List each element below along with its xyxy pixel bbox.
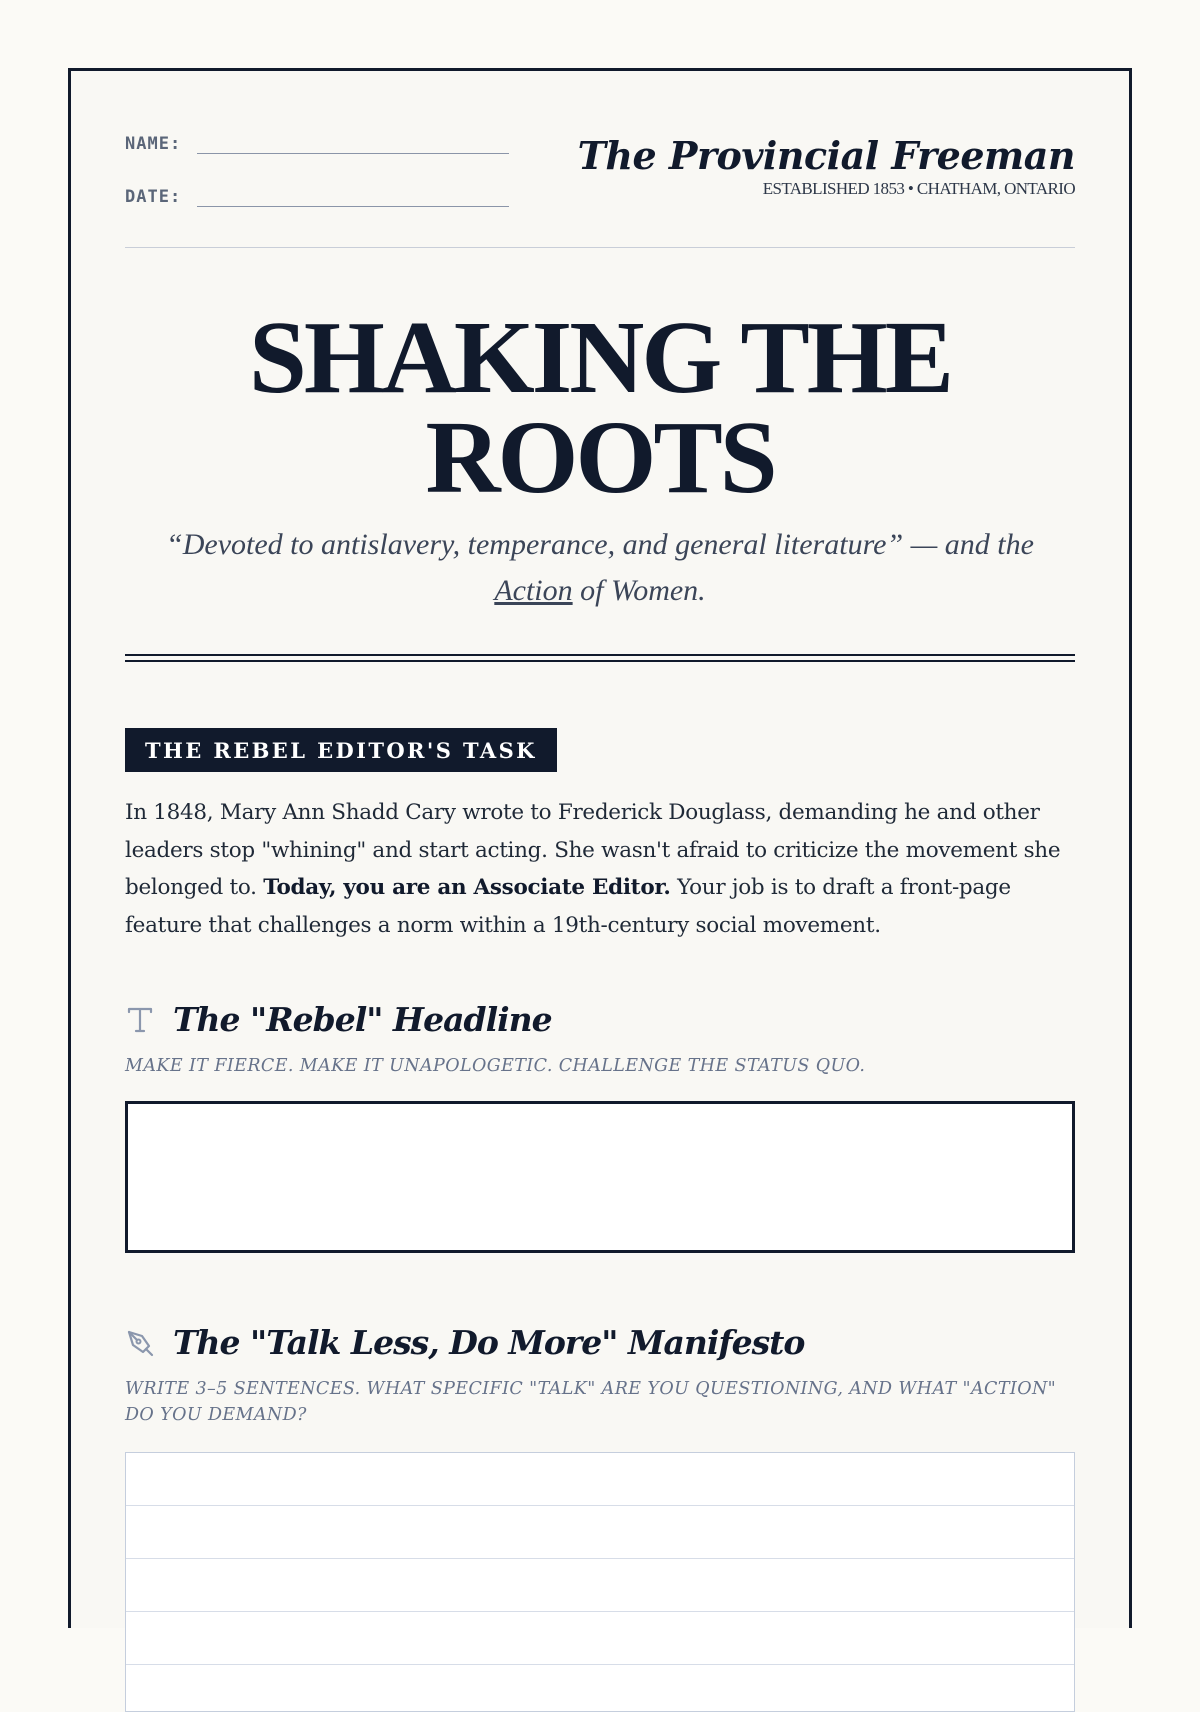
headline-prompt-title: The "Rebel" Headline — [173, 1000, 552, 1039]
page-title — [125, 300, 1075, 515]
headline-prompt — [125, 1000, 1075, 1253]
pen-nib-icon — [125, 1328, 155, 1358]
name-field — [125, 131, 509, 154]
name-input-line[interactable] — [197, 131, 509, 154]
headline-prompt-heading — [125, 1000, 1075, 1039]
masthead — [578, 135, 1075, 199]
date-input-line[interactable] — [197, 184, 509, 207]
manifesto-prompt-hint: WRITE 3–5 SENTENCES. WHAT SPECIFIC "TALK" ARE YOU QUESTIONING, AND WHAT "ACTION" DO YOU DEMAND? — [125, 1379, 1057, 1425]
page-title-line-2: ROOTS — [425, 400, 775, 515]
page-title-line-1: SHAKING THE — [249, 300, 951, 415]
manifesto-prompt-title: The "Talk Less, Do More" Manifesto — [173, 1323, 805, 1362]
task-body-bold: Today, you are an Associate Editor. — [263, 875, 671, 900]
name-label: NAME: — [125, 134, 182, 154]
headline-prompt-hint: MAKE IT FIERCE. MAKE IT UNAPOLOGETIC. CHALLENGE THE STATUS QUO. — [125, 1056, 866, 1076]
task-body-post: Your job is to draft a front-page feature that challenges a norm within a 19th-century social movement. — [125, 875, 1011, 938]
date-label: DATE: — [125, 187, 182, 207]
task-body-pre: In 1848, Mary Ann Shadd Cary wrote to Frederick Douglass, demanding he and other leaders stop "whining" and start acting. She wasn't afraid to criticize the movement she belonged to. — [125, 800, 1061, 900]
date-field — [125, 184, 509, 207]
masthead-subtitle: ESTABLISHED 1853 • CHATHAM, ONTARIO — [762, 178, 1075, 198]
worksheet-content — [125, 71, 1075, 1712]
type-icon — [125, 1005, 155, 1035]
task-description — [125, 794, 1075, 944]
worksheet-page — [68, 68, 1132, 1628]
tagline-end: of Women. — [572, 574, 706, 607]
headline-answer-box[interactable] — [125, 1101, 1075, 1253]
manifesto-prompt — [125, 1323, 1075, 1712]
tagline-underlined: Action — [494, 574, 573, 607]
manifesto-prompt-heading — [125, 1323, 1075, 1362]
worksheet-header — [125, 71, 1075, 248]
masthead-title: The Provincial Freeman — [577, 133, 1075, 178]
tagline-quote: “Devoted to antislavery, temperance, and general literature” — and the — [166, 528, 1034, 561]
task-badge: THE REBEL EDITOR'S TASK — [125, 728, 557, 772]
tagline — [125, 522, 1075, 614]
manifesto-answer-box[interactable] — [125, 1452, 1075, 1712]
double-divider — [125, 654, 1075, 662]
